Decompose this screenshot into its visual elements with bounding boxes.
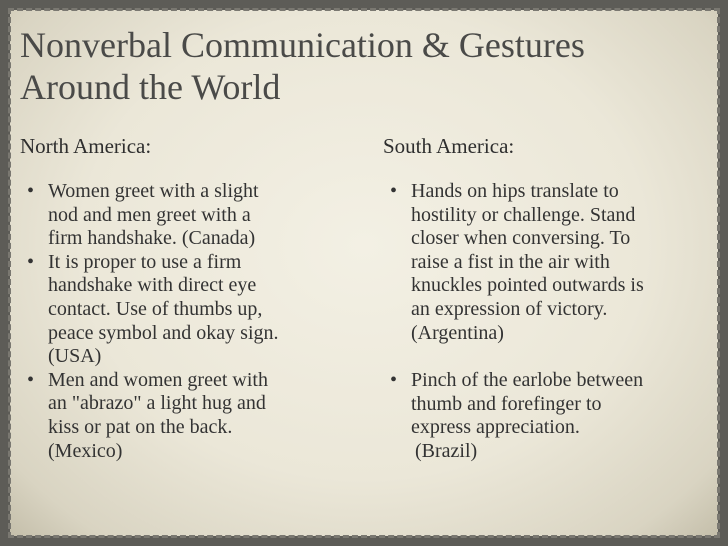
- list-item-line: raise a fist in the air with: [411, 250, 610, 273]
- bullet-icon: •: [390, 180, 398, 202]
- bullet-icon: •: [27, 368, 35, 391]
- slide-title: [20, 24, 710, 108]
- list-item-line: (Brazil): [415, 439, 478, 462]
- north-america-heading: North America:: [20, 134, 152, 158]
- list-item-line: thumb and forefinger to: [411, 392, 602, 415]
- north-america-list: [20, 180, 360, 463]
- list-item: [383, 369, 713, 463]
- list-item-line: kiss or pat on the back.: [48, 415, 233, 438]
- list-item-line: hostility or challenge. Stand: [411, 203, 636, 226]
- list-item-line: Women greet with a slight: [48, 180, 259, 202]
- list-item-line: Hands on hips translate to: [411, 180, 619, 202]
- list-item: [383, 180, 713, 345]
- south-america-column: [383, 134, 713, 464]
- bullet-icon: •: [390, 369, 398, 392]
- list-item-line: knuckles pointed outwards is: [411, 274, 644, 297]
- list-item: [20, 369, 360, 463]
- list-item-line: closer when conversing. To: [411, 227, 631, 250]
- list-item-line: an "abrazo" a light hug and: [48, 392, 266, 415]
- list-item-line: handshake with direct eye: [48, 274, 257, 297]
- title-line-1: Nonverbal Communication & Gestures: [20, 25, 585, 65]
- list-item-line: express appreciation.: [411, 416, 580, 439]
- list-item-line: an expression of victory.: [411, 297, 608, 320]
- list-item-line: (Argentina): [411, 321, 504, 344]
- list-item-line: nod and men greet with a: [48, 203, 251, 226]
- south-america-list: [383, 180, 713, 464]
- list-item: [20, 251, 360, 369]
- list-item-line: Men and women greet with: [48, 368, 268, 391]
- list-item-line: Pinch of the earlobe between: [411, 369, 644, 392]
- list-item-line: (USA): [48, 345, 102, 368]
- north-america-column: [20, 134, 360, 463]
- list-item-line: contact. Use of thumbs up,: [48, 297, 263, 320]
- title-line-2: Around the World: [20, 67, 281, 107]
- list-item-line: peace symbol and okay sign.: [48, 321, 279, 344]
- south-america-heading: South America:: [383, 134, 515, 158]
- bullet-icon: •: [27, 250, 35, 273]
- bullet-icon: •: [27, 180, 35, 202]
- list-item-line: (Mexico): [48, 439, 123, 462]
- list-item-line: It is proper to use a firm: [48, 250, 242, 273]
- list-item-line: firm handshake. (Canada): [48, 227, 256, 250]
- list-item: [20, 180, 360, 251]
